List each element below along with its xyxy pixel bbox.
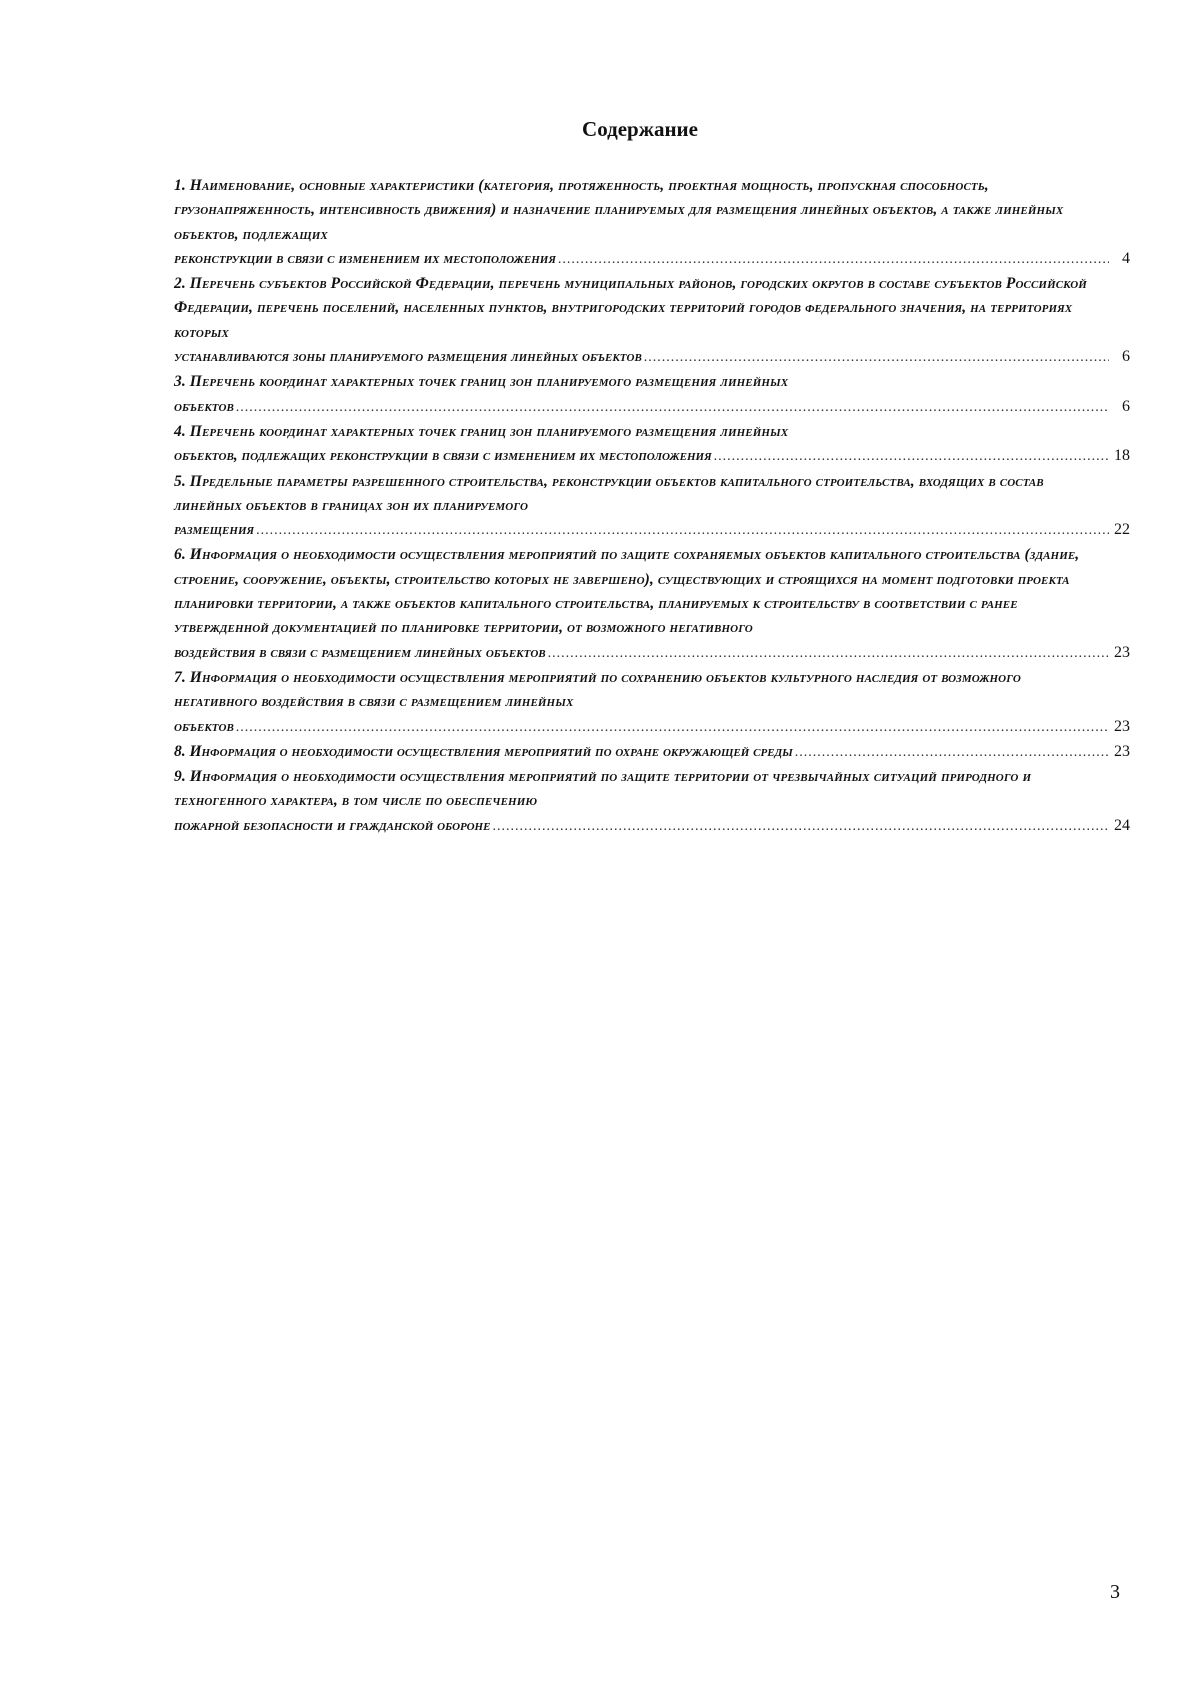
toc-entry-tail: устанавливаются зоны планируемого размещения линейных объектов — [174, 348, 642, 366]
toc-entry-tail: объектов, подлежащих реконструкции в связи с изменением их местоположения — [174, 447, 712, 465]
dot-leader — [492, 815, 1109, 839]
toc-entry-text: 5. Предельные параметры разрешенного строительства, реконструкции объектов капитального строительства, входящих в состав линейных объектов в границах зон их планируемого — [174, 472, 1044, 514]
toc-entry-9[interactable] — [174, 765, 1130, 839]
toc-entry-7[interactable] — [174, 666, 1130, 740]
toc-entry-3[interactable] — [174, 370, 1130, 420]
toc-page-number: 22 — [1114, 521, 1130, 539]
dot-leader — [795, 741, 1109, 765]
toc-page-number: 18 — [1114, 447, 1130, 465]
toc-page-number: 23 — [1114, 643, 1130, 661]
toc-entry-5[interactable] — [174, 470, 1130, 544]
dot-leader — [548, 642, 1109, 666]
toc-entry-tail: 8. Информация о необходимости осуществления мероприятий по охране окружающей среды — [174, 742, 793, 760]
dot-leader — [236, 716, 1109, 740]
toc-page-number: 6 — [1122, 397, 1130, 415]
toc-page-number: 24 — [1114, 816, 1130, 834]
toc-entry-text: 9. Информация о необходимости осуществления мероприятий по защите территории от чрезвычайных ситуаций природного и техногенного характера, в том числе по обеспечению — [174, 768, 1032, 810]
toc-page-number: 23 — [1114, 717, 1130, 735]
toc-page-number: 6 — [1122, 348, 1130, 366]
toc-entry-2[interactable] — [174, 272, 1130, 370]
toc-entry-tail: воздействия в связи с размещением линейных объектов — [174, 643, 546, 661]
dot-leader — [256, 519, 1109, 543]
toc-entry-4[interactable] — [174, 420, 1130, 470]
toc-entry-tail: пожарной безопасности и гражданской обороне — [174, 816, 491, 834]
toc-entry-text: 4. Перечень координат характерных точек границ зон планируемого размещения линейных — [174, 422, 789, 440]
toc-page-number: 23 — [1114, 742, 1130, 760]
toc-entry-tail: размещения — [174, 521, 255, 539]
toc-entry-tail: объектов — [174, 397, 234, 415]
dot-leader — [236, 396, 1109, 420]
toc-entry-text: 7. Информация о необходимости осуществления мероприятий по сохранению объектов культурного наследия от возможного негативного воздействия в связи с размещением линейных — [174, 668, 1021, 711]
toc-entry-text: 6. Информация о необходимости осуществления мероприятий по защите сохраняемых объектов капитального строительства (здание, строение, сооружение, объекты, строительство которых не завершено), существующих и строящихся на момент подготовки проекта планировки территории, а также объектов капитального строительства, планируемых к строительству в соответствии с ранее утвержденной документацией по планировке территории, от возможного негативного — [174, 546, 1080, 637]
table-of-contents — [174, 174, 1130, 839]
dot-leader — [714, 445, 1109, 469]
toc-entry-6[interactable] — [174, 543, 1130, 665]
dot-leader — [558, 248, 1109, 272]
toc-entry-text: 2. Перечень субъектов Российской Федерации, перечень муниципальных районов, городских округов в составе субъектов Российской Федерации, перечень поселений, населенных пунктов, внутригородских территорий городов федерального значения, на территориях которых — [174, 275, 1087, 341]
toc-page-number: 4 — [1122, 249, 1130, 267]
dot-leader — [644, 346, 1109, 370]
toc-entry-text: 1. Наименование, основные характеристики (категория, протяженность, проектная мощность, пропускная способность, грузонапряженность, интенсивность движения) и назначение планируемых для размещения линейных объектов, а также линейных объектов, подлежащих — [174, 177, 1064, 243]
toc-entry-8[interactable] — [174, 740, 1130, 765]
toc-entry-1[interactable] — [174, 174, 1130, 272]
toc-entry-tail: объектов — [174, 717, 234, 735]
toc-title: Содержание — [582, 117, 698, 141]
toc-entry-tail: реконструкции в связи с изменением их местоположения — [174, 249, 556, 267]
toc-entry-text: 3. Перечень координат характерных точек границ зон планируемого размещения линейных — [174, 373, 789, 391]
page-number: 3 — [1110, 1581, 1120, 1603]
